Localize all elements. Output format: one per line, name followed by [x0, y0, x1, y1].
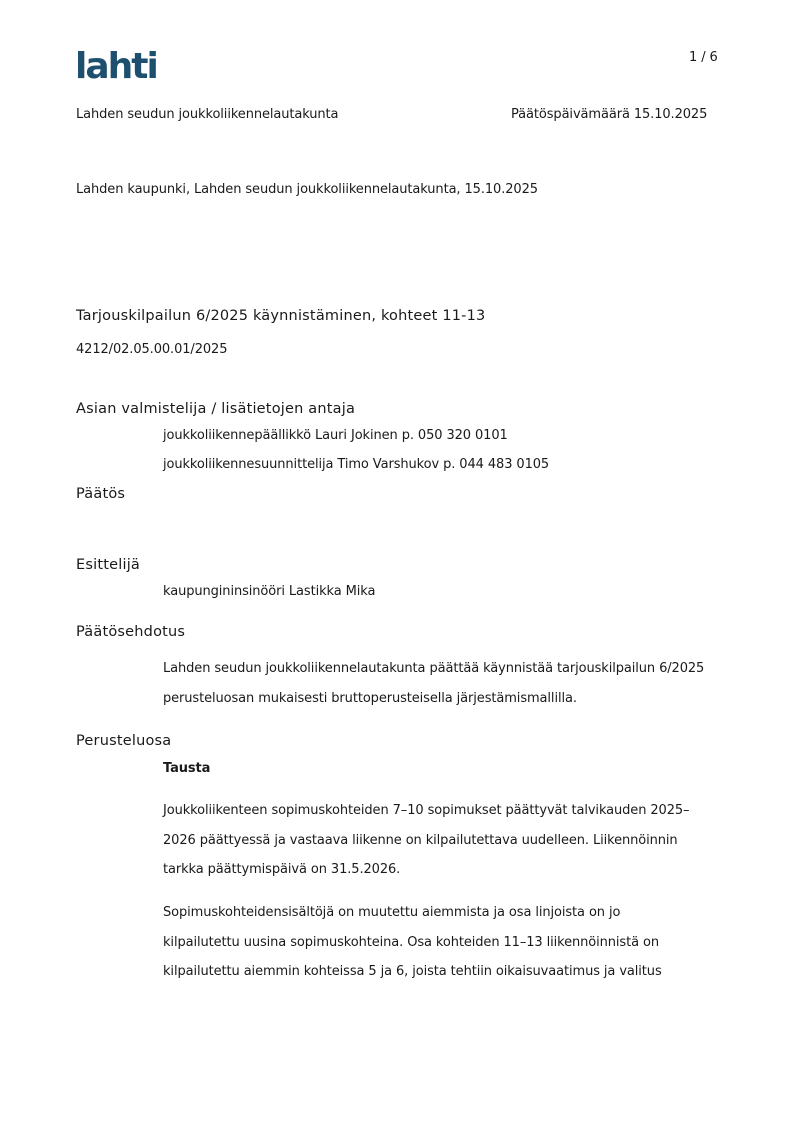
justification-paragraph-2	[163, 898, 662, 987]
justification-heading: Perusteluosa	[76, 733, 172, 749]
proposal-line: perusteluosan mukaisesti bruttoperusteisella järjestämismallilla.	[163, 690, 577, 706]
background-subheading: Tausta	[163, 761, 211, 776]
proposal-heading: Päätösehdotus	[76, 624, 186, 640]
preparer-contact: joukkoliikennepäällikkö Lauri Jokinen p. 050 320 0101	[163, 428, 508, 443]
document-title: Tarjouskilpailun 6/2025 käynnistäminen, kohteet 11-13	[76, 308, 486, 324]
paragraph-line: 2026 päättyessä ja vastaava liikenne on kilpailutettava uudelleen. Liikennöinnin	[163, 832, 678, 848]
preparer-contact: joukkoliikennesuunnittelija Timo Varshukov p. 044 483 0105	[163, 457, 550, 472]
presenter-heading: Esittelijä	[76, 557, 141, 573]
proposal-line: Lahden seudun joukkoliikennelautakunta päättää käynnistää tarjouskilpailun 6/2025	[163, 661, 705, 676]
paragraph-line: kilpailutettu uusina sopimuskohteina. Osa kohteiden 11–13 liikennöinnistä on	[163, 934, 659, 950]
page-number: 1 / 6	[689, 50, 718, 65]
decision-heading: Päätös	[76, 486, 126, 502]
committee-name: Lahden seudun joukkoliikennelautakunta	[76, 107, 339, 122]
paragraph-line: Joukkoliikenteen sopimuskohteiden 7–10 sopimukset päättyvät talvikauden 2025–	[163, 803, 690, 818]
justification-paragraph-1	[163, 796, 689, 885]
paragraph-line: Sopimuskohteidensisältöjä on muutettu aiemmista ja osa linjoista on jo	[163, 905, 621, 920]
paragraph-line: kilpailutettu aiemmin kohteissa 5 ja 6, joista tehtiin oikaisuvaatimus ja valitus	[163, 964, 662, 979]
proposal-text	[163, 654, 704, 713]
record-number: 4212/02.05.00.01/2025	[76, 342, 228, 357]
meeting-line: Lahden kaupunki, Lahden seudun joukkoliikennelautakunta, 15.10.2025	[76, 182, 538, 197]
lahti-logo	[75, 46, 167, 82]
decision-date: Päätöspäivämäärä 15.10.2025	[511, 107, 708, 122]
preparer-heading: Asian valmistelija / lisätietojen antaja	[76, 401, 356, 417]
presenter-name: kaupungininsinööri Lastikka Mika	[163, 584, 376, 599]
paragraph-line: tarkka päättymispäivä on 31.5.2026.	[163, 862, 401, 877]
logo-text: lahti	[75, 46, 157, 82]
